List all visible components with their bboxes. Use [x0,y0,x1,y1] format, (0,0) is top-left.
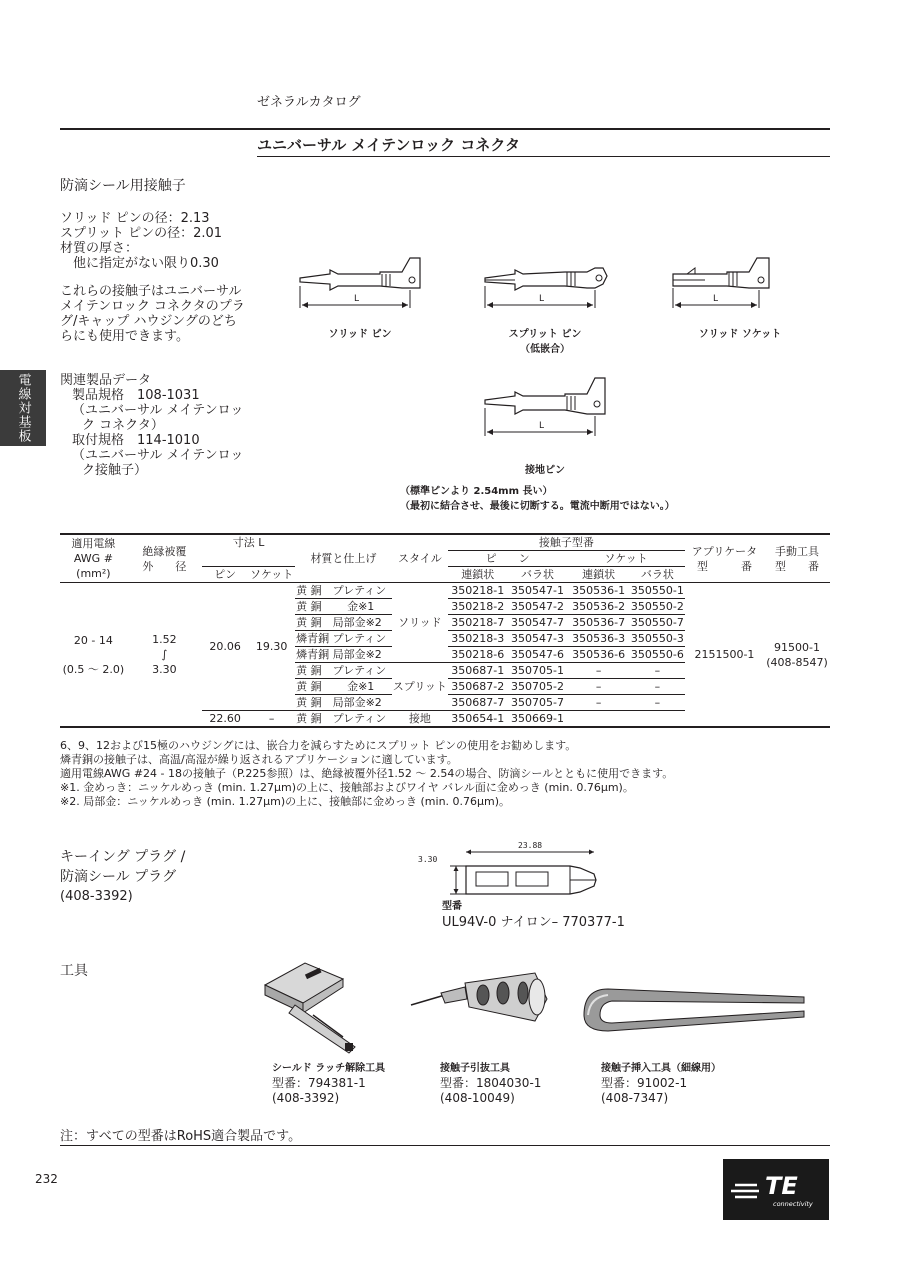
spec-line: ソリッド ピンの径：2.13 [60,211,210,226]
header-contact-socket: ソケット [567,551,685,567]
tools-heading: 工具 [60,963,88,979]
part-cell: 350218-1 [448,583,508,599]
page-title: ユニバーサル メイテンロック コネクタ [257,136,521,154]
desc-line: メイテンロック コネクタのプラ [60,299,245,314]
material-cell: 黄 銅 プレティン [295,663,392,679]
spec-line: 材質の厚さ： [60,241,139,256]
part-cell: 350669-1 [508,711,568,728]
tool-name: 接触子挿入工具（細線用） [601,1063,721,1074]
desc-line: これらの接触子はユニバーサル [60,284,242,299]
part-cell: 350547-1 [508,583,568,599]
tool-item [440,1062,541,1106]
header-dim-l: 寸法 L [202,534,295,567]
header-contact-pin: ピ ン [448,551,567,567]
part-cell: 350687-7 [448,695,508,711]
header-material: 材質と仕上げ [295,534,392,583]
related-title: 関連製品データ [60,373,152,388]
note-line: ※1. 金めっき：ニッケルめっき (min. 1.27μm)の上に、接触部およびワイヤ バレル面に金めっき (min. 0.76μm)。 [60,781,634,794]
header-socket-strip: 連鎖状 [567,567,630,583]
insulation-cell: 1.52 ∫ 3.30 [127,583,202,728]
material-cell: 黄 銅 金※1 [295,599,392,615]
handtool-cell: 91500-1 (408-8547) [764,583,830,728]
related-line: （ユニバーサル メイテンロッ [72,403,244,418]
part-cell: 350218-6 [448,647,508,663]
part-cell: – [567,663,630,679]
part-cell: 350550-6 [630,648,684,661]
part-cell: 350705-1 [508,663,568,679]
part-cell: 350218-3 [448,631,508,647]
part-cell: 350654-1 [448,711,508,728]
dim-label: L [713,294,719,304]
related-data [60,373,243,478]
part-cell: 350550-1 [630,584,684,597]
part-cell: 350550-3 [630,632,684,645]
part-cell: 350536-2 [567,599,630,615]
header-rule [60,128,830,130]
header-awg: 適用電線 AWG # (mm²) [60,534,127,583]
header-dim-pin: ピン [202,567,248,583]
tool-model: 型番：794381-1 [272,1076,366,1090]
dim-label: L [539,294,545,304]
rohs-note: 注：すべての型番はRoHS適合製品です。 [60,1129,302,1144]
related-line: 取付規格 114-1010 [72,433,200,448]
part-cell: – [630,679,685,695]
part-cell: 350536-6 [567,647,630,663]
page-number: 232 [35,1172,58,1186]
part-cell: 350536-3 [567,631,630,647]
header-applicator: アプリケータ 型 番 [685,534,764,583]
te-logo [723,1159,829,1220]
style-solid: ソリッド [392,583,448,663]
tool-name: 接触子引抜工具 [440,1063,510,1074]
tool-ref: (408-7347) [601,1091,669,1105]
note-line: 適用電線AWG #24 - 18の接触子（P.225参照）は、絶縁被覆外径1.52 ～ 2.54の場合、防滴シールとともに使用できます。 [60,767,674,780]
part-cell: 350536-1 [567,583,630,599]
dim-socket-ground: – [248,711,295,728]
dim-label: L [539,421,545,431]
part-cell [630,711,685,728]
part-cell: – [630,695,685,711]
ground-note-2: （最初に結合させ、最後に切断する。電流中断用ではない。） [400,501,675,512]
header-insulation: 絶縁被覆 外 径 [127,534,202,583]
ground-pin-drawing [475,372,615,442]
footer-rule [60,1145,830,1146]
tool-ref: (408-10049) [440,1091,515,1105]
tool-item [272,1062,385,1106]
part-cell: 350218-2 [448,599,508,615]
applicator-cell: 2151500-1 [685,583,764,728]
part-cell: 350547-3 [508,631,568,647]
awg-cell: 20 - 14 (0.5 ～ 2.0) [60,583,127,728]
spec-line: 他に指定がない限り0.30 [60,256,219,271]
part-cell: 350536-7 [567,615,630,631]
caption-split-pin: スプリット ピン [508,329,582,340]
related-line: （ユニバーサル メイテンロッ [72,448,244,463]
material-cell: 黄 銅 局部金※2 [295,615,392,631]
keying-sub: (408-3392) [60,889,133,904]
spec-table [60,533,830,728]
note-line: 6、9、12および15極のハウジングには、嵌合力を減らすためにスプリット ピンの使用をお勧めします。 [60,739,577,752]
section-heading: 防滴シール用接触子 [60,178,186,194]
dim-pin-cell: 20.06 [202,583,248,711]
caption-solid-pin: ソリッド ピン [328,329,392,340]
header-handtool: 手動工具 型 番 [764,534,830,583]
contact-insertion-tool-image [578,975,818,1035]
description [60,284,245,344]
dim-label: L [354,294,360,304]
table-notes [60,739,673,809]
header-style: スタイル [392,534,448,583]
note-line: 燐青銅の接触子は、高温/高湿が繰り返されるアプリケーションに適しています。 [60,753,458,766]
note-line: ※2. 局部金：ニッケルめっき (min. 1.27μm)の上に、接触部に金めっき (min. 0.76μm)。 [60,795,511,808]
solid-pin-drawing [290,250,430,320]
spec-line: スプリット ピンの径：2.01 [60,226,223,241]
keying-title-2: 防滴シール プラグ [60,869,177,885]
keying-plug-drawing [410,838,610,906]
header-dim-socket: ソケット [249,568,294,581]
side-tab: 電線対基板 [0,370,46,446]
title-rule [257,156,830,157]
caption-ground-pin: 接地ピン [525,465,565,476]
material-cell: 黄 銅 プレティン [295,583,392,599]
part-cell: 350218-7 [448,615,508,631]
part-cell: – [567,679,630,695]
style-split: スプリット [392,663,448,711]
desc-line: らにも使用できます。 [60,329,189,344]
desc-line: グ/キャップ ハウジングのどち [60,314,237,329]
part-cell: 350687-2 [448,679,508,695]
tool-item [601,1062,721,1106]
related-line: 製品規格 108-1031 [72,388,200,403]
dim-socket-cell: 19.30 [248,583,295,711]
te-logo-sub: connectivity [773,1200,813,1208]
header-pin-loose: バラ状 [508,567,568,583]
part-cell: 350550-2 [630,600,684,613]
part-cell: 350547-6 [508,647,568,663]
part-cell: 350547-7 [508,615,568,631]
part-cell: 350705-2 [508,679,568,695]
tool-model: 型番：91002-1 [601,1076,688,1090]
dim-pin-ground: 22.60 [202,711,248,728]
part-cell [567,711,630,728]
related-line: ク コネクタ） [82,418,164,433]
style-ground: 接地 [392,711,448,728]
keying-dim-width: 23.88 [518,841,543,850]
part-cell: 350705-7 [508,695,568,711]
caption-split-pin-sub: （低嵌合） [520,344,570,355]
solid-socket-drawing [665,250,785,320]
catalog-label: ゼネラルカタログ [257,95,361,110]
keying-model-label: 型番 [442,901,462,912]
keying-title-1: キーイング プラグ / [60,849,186,865]
part-cell: – [630,663,685,679]
part-cell: 350550-7 [630,616,684,629]
material-cell: 黄 銅 金※1 [295,679,392,695]
latch-release-tool-image [255,955,365,1060]
part-cell: 350687-1 [448,663,508,679]
tool-ref: (408-3392) [272,1091,340,1105]
table-row [60,583,830,599]
te-logo-text: TE [765,1172,798,1200]
tool-name: シールド ラッチ解除工具 [272,1063,386,1074]
material-cell: 黄 銅 局部金※2 [295,695,392,711]
split-pin-drawing [475,250,615,320]
spec-list [60,211,222,271]
caption-solid-socket: ソリッド ソケット [698,329,782,340]
tool-model: 型番：1804030-1 [440,1076,542,1090]
material-cell: 黄 銅 プレティン [295,711,392,728]
header-pin-strip: 連鎖状 [448,567,508,583]
related-line: ク接触子） [82,463,148,478]
part-cell: 350547-2 [508,599,568,615]
material-cell: 燐青銅 局部金※2 [295,647,392,663]
material-cell: 燐青銅 プレティン [295,631,392,647]
ground-note-1: （標準ピンより 2.54mm 長い） [400,486,553,497]
part-cell: – [567,695,630,711]
header-socket-loose: バラ状 [630,567,685,583]
keying-model: UL94V-0 ナイロン– 770377-1 [442,915,625,930]
keying-dim-height: 3.30 [418,855,438,864]
header-contact: 接触子型番 [448,534,685,551]
contact-extraction-tool-image [405,965,555,1035]
